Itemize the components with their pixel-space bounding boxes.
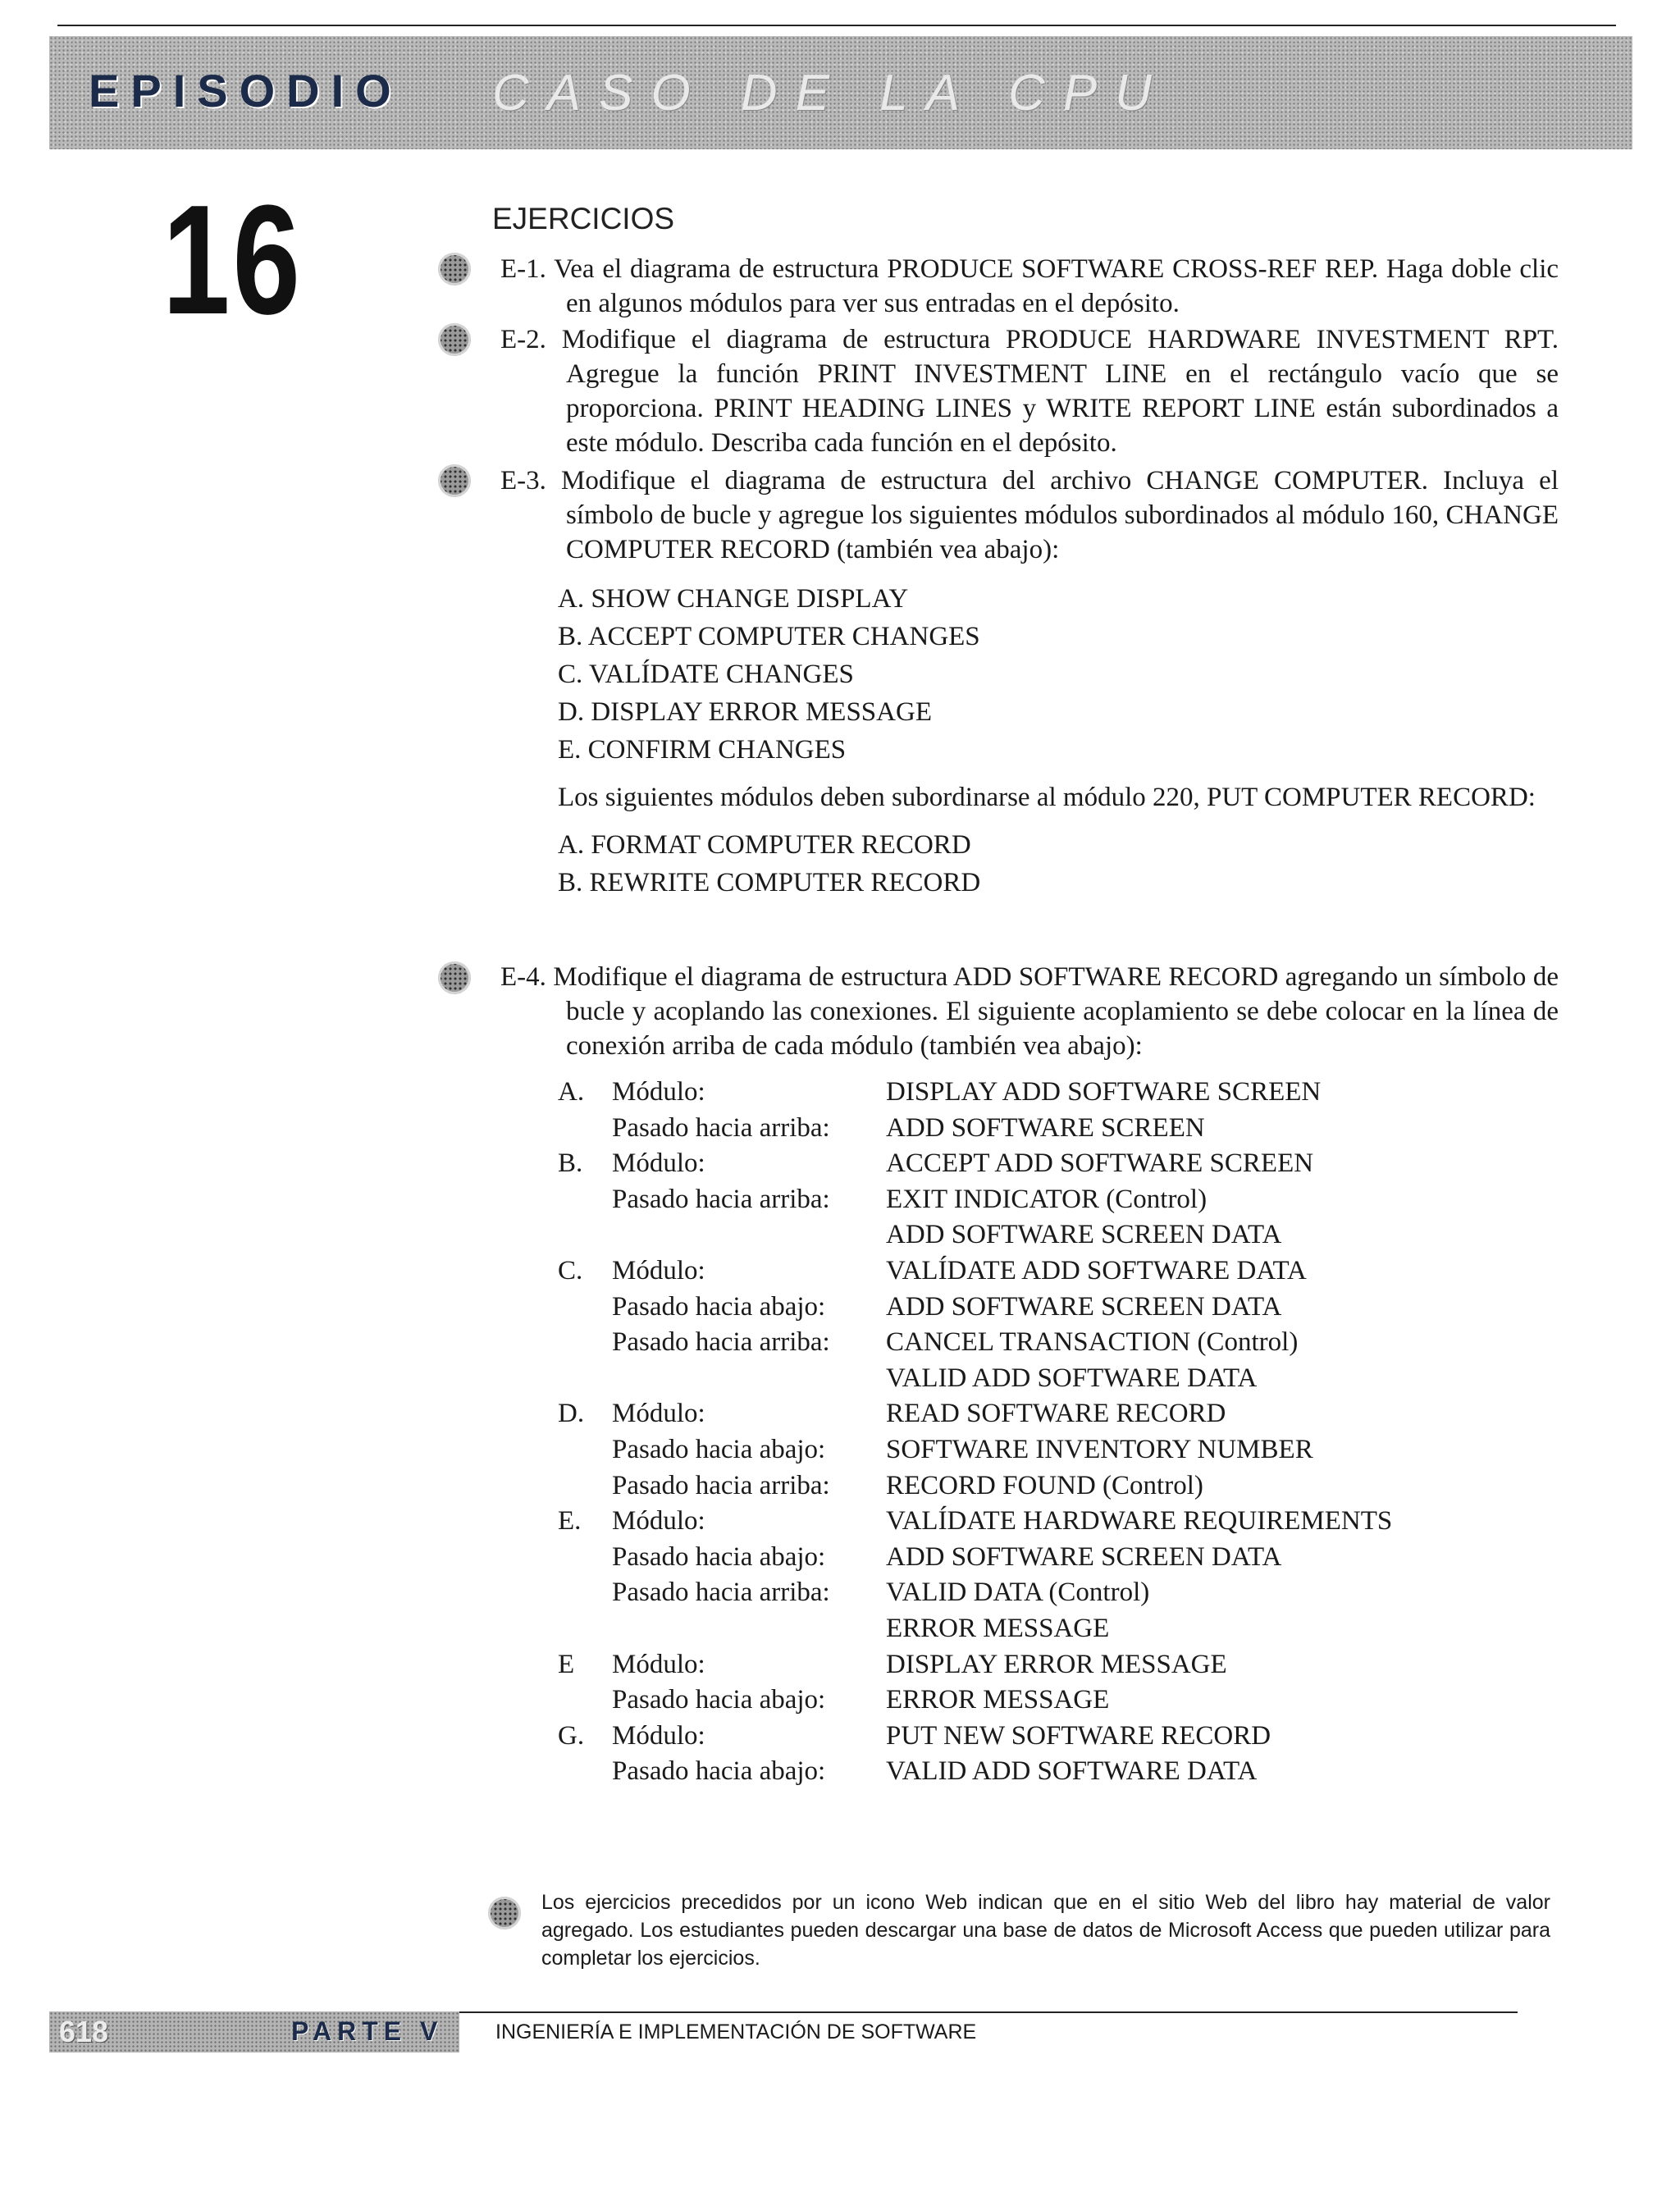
- row-value: ADD SOFTWARE SCREEN: [886, 1112, 1205, 1143]
- table-row: [558, 1363, 1559, 1400]
- episode-label: EPISODIO: [89, 65, 403, 116]
- exercise-body: Modifique el diagrama de estructura ADD SOFTWARE RECORD agregando un símbolo de bucle y acoplando las conexiones. El siguiente acoplamiento se debe colocar en la línea de conexión arriba de cada módulo (también vea abajo):: [553, 962, 1559, 1061]
- table-row: [558, 1721, 1559, 1757]
- row-label: Módulo:: [612, 1649, 705, 1679]
- row-letter: B.: [558, 1148, 583, 1179]
- row-value: DISPLAY ERROR MESSAGE: [886, 1649, 1227, 1679]
- table-row: [558, 1185, 1559, 1221]
- table-row: [558, 1399, 1559, 1435]
- row-label: Pasado hacia abajo:: [612, 1685, 826, 1715]
- table-row: [558, 1756, 1559, 1792]
- row-value: READ SOFTWARE RECORD: [886, 1399, 1226, 1429]
- row-label: Módulo:: [612, 1506, 705, 1536]
- chapter-number: 16: [162, 173, 304, 347]
- row-value: VALID DATA (Control): [886, 1578, 1150, 1608]
- table-row: [558, 1578, 1559, 1614]
- table-row: [558, 1077, 1559, 1113]
- row-label: Módulo:: [612, 1399, 705, 1429]
- row-letter: C.: [558, 1255, 583, 1285]
- section-heading: EJERCICIOS: [492, 202, 675, 235]
- part-label: PARTE V: [291, 2016, 444, 2046]
- footer-rule: [459, 2011, 1518, 2013]
- list-item: E. CONFIRM CHANGES: [558, 735, 847, 765]
- row-letter: D.: [558, 1399, 585, 1429]
- row-label: Módulo:: [612, 1255, 705, 1285]
- table-row: [558, 1292, 1559, 1328]
- exercise-id: E-2.: [500, 325, 546, 354]
- exercise-text: [500, 463, 1559, 567]
- exercise-e3: [500, 463, 1559, 902]
- row-value: ADD SOFTWARE SCREEN DATA: [886, 1220, 1282, 1250]
- episode-title: CASO DE LA CPU: [492, 65, 1170, 121]
- exercise-e2: [500, 322, 1559, 460]
- row-value: VALID ADD SOFTWARE DATA: [886, 1756, 1258, 1787]
- row-label: Módulo:: [612, 1720, 705, 1751]
- row-label: Módulo:: [612, 1077, 705, 1107]
- table-row: [558, 1113, 1559, 1149]
- row-value: SOFTWARE INVENTORY NUMBER: [886, 1434, 1313, 1464]
- row-label: Pasado hacia arriba:: [612, 1184, 830, 1214]
- exercise-text: [500, 252, 1559, 321]
- exercise-body: Modifique el diagrama de estructura del archivo CHANGE COMPUTER. Incluya el símbolo de bucle y agregue los siguientes módulos subordinados al módulo 160, CHANGE COMPUTER RECORD (también vea abajo):: [561, 466, 1559, 564]
- list-item: B. ACCEPT COMPUTER CHANGES: [558, 622, 980, 651]
- web-globe-icon: [438, 961, 471, 994]
- list-item: D. DISPLAY ERROR MESSAGE: [558, 697, 932, 727]
- row-label: Pasado hacia arriba:: [612, 1112, 830, 1143]
- list-item: A. SHOW CHANGE DISPLAY: [558, 584, 909, 614]
- row-value: VALÍDATE ADD SOFTWARE DATA: [886, 1255, 1307, 1285]
- table-row: [558, 1471, 1559, 1507]
- row-value: ERROR MESSAGE: [886, 1613, 1110, 1643]
- table-row: [558, 1327, 1559, 1363]
- web-globe-icon: [438, 323, 471, 356]
- row-label: Pasado hacia arriba:: [612, 1578, 830, 1608]
- exercise-id: E-4.: [500, 962, 546, 992]
- row-label: Pasado hacia abajo:: [612, 1291, 826, 1322]
- list-item: B. REWRITE COMPUTER RECORD: [558, 868, 981, 897]
- exercise-text: [500, 960, 1559, 1063]
- web-globe-icon: [488, 1897, 521, 1929]
- row-label: Pasado hacia abajo:: [612, 1434, 826, 1464]
- exercise-e4: [500, 960, 1559, 1063]
- row-value: PUT NEW SOFTWARE RECORD: [886, 1720, 1271, 1751]
- page-number: 618: [59, 2015, 109, 2048]
- row-value: DISPLAY ADD SOFTWARE SCREEN: [886, 1077, 1322, 1107]
- row-value: RECORD FOUND (Control): [886, 1470, 1203, 1500]
- table-row: [558, 1542, 1559, 1578]
- table-row: [558, 1435, 1559, 1471]
- row-label: Pasado hacia arriba:: [612, 1470, 830, 1500]
- row-letter: E.: [558, 1506, 582, 1536]
- web-globe-icon: [438, 253, 471, 285]
- row-letter: G.: [558, 1720, 585, 1751]
- table-row: [558, 1506, 1559, 1542]
- row-label: Pasado hacia abajo:: [612, 1756, 826, 1787]
- list-item: C. VALÍDATE CHANGES: [558, 660, 854, 689]
- row-value: ADD SOFTWARE SCREEN DATA: [886, 1291, 1282, 1322]
- row-value: CANCEL TRANSACTION (Control): [886, 1327, 1299, 1358]
- table-row: [558, 1256, 1559, 1292]
- row-value: EXIT INDICATOR (Control): [886, 1184, 1208, 1214]
- exercise-id: E-3.: [500, 466, 546, 495]
- table-row: [558, 1148, 1559, 1185]
- exercise-body: Vea el diagrama de estructura PRODUCE SOFTWARE CROSS-REF REP. Haga doble clic en algunos módulos para ver sus entradas en el depósito.: [554, 254, 1559, 318]
- list-item: A. FORMAT COMPUTER RECORD: [558, 830, 971, 860]
- row-label: Pasado hacia abajo:: [612, 1541, 826, 1572]
- exercise-e1: [500, 252, 1559, 321]
- row-value: ACCEPT ADD SOFTWARE SCREEN: [886, 1148, 1314, 1179]
- table-row: [558, 1650, 1559, 1686]
- row-value: VALID ADD SOFTWARE DATA: [886, 1363, 1258, 1393]
- exercise-body: Modifique el diagrama de estructura PRODUCE HARDWARE INVESTMENT RPT. Agregue la función PRINT INVESTMENT LINE en el rectángulo vacío que se proporciona. PRINT HEADING LINES y WRITE REPORT LINE están subordinados a este módulo. Describa cada función en el depósito.: [561, 325, 1559, 458]
- table-row: [558, 1685, 1559, 1721]
- row-value: VALÍDATE HARDWARE REQUIREMENTS: [886, 1506, 1393, 1536]
- footnote: Los ejercicios precedidos por un icono Web indican que en el sitio Web del libro hay material de valor agregado. Los estudiantes pueden descargar una base de datos de Microsoft Access que pueden utilizar para completar los ejercicios.: [541, 1891, 1550, 1970]
- row-label: Pasado hacia arriba:: [612, 1327, 830, 1358]
- coupling-table: [558, 1077, 1559, 1792]
- row-value: ADD SOFTWARE SCREEN DATA: [886, 1541, 1282, 1572]
- exercise-id: E-1.: [500, 254, 546, 284]
- top-rule: [57, 25, 1616, 26]
- row-value: ERROR MESSAGE: [886, 1685, 1110, 1715]
- sub-list-1: [500, 580, 1559, 902]
- module-220-paragraph: Los siguientes módulos deben subordinarse al módulo 220, PUT COMPUTER RECORD:: [558, 783, 1536, 812]
- row-letter: A.: [558, 1077, 585, 1107]
- table-row: [558, 1220, 1559, 1256]
- exercise-text: [500, 322, 1559, 460]
- row-letter: E: [558, 1649, 575, 1679]
- row-label: Módulo:: [612, 1148, 705, 1179]
- table-row: [558, 1614, 1559, 1650]
- part-title: INGENIERÍA E IMPLEMENTACIÓN DE SOFTWARE: [495, 2021, 977, 2043]
- web-globe-icon: [438, 464, 471, 497]
